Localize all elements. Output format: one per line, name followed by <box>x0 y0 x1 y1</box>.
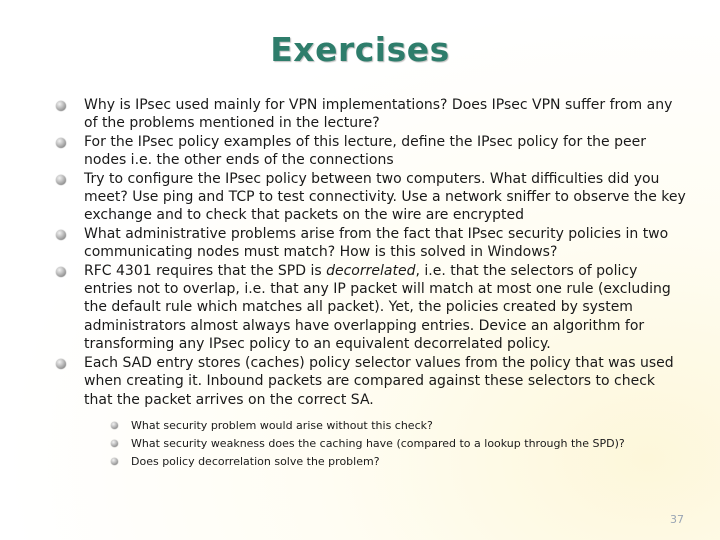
page-number: 37 <box>670 513 684 526</box>
bullet-text: What administrative problems arise from the fact that IPsec security policies in two communicating nodes must match? How is this solved in Windows? <box>84 225 669 261</box>
bullet-item <box>56 133 686 170</box>
sub-bullet-list <box>84 417 686 471</box>
bullet-text: For the IPsec policy examples of this lecture, define the IPsec policy for the peer nodes i.e. the other ends of the connections <box>84 133 646 169</box>
bullet-item <box>56 170 686 225</box>
bullet-text: Try to configure the IPsec policy between two computers. What difficulties did you meet? Use ping and TCP to test connectivity. Use a network sniffer to observe the key exchange and to check that packets on the wire are encrypted <box>84 170 686 224</box>
bullet-item <box>56 225 686 262</box>
bullet-text: Why is IPsec used mainly for VPN implementations? Does IPsec VPN suffer from any of the problems mentioned in the lecture? <box>84 97 673 132</box>
bullet-list <box>56 96 686 471</box>
sub-bullet-dot-icon <box>111 422 118 429</box>
bullet-item <box>56 262 686 354</box>
sub-bullet-item <box>109 453 686 471</box>
bullet-emphasis: decorrelated <box>326 262 416 279</box>
sub-bullet-dot-icon <box>111 458 118 465</box>
bullet-dot-icon <box>56 359 66 369</box>
bullet-dot-icon <box>56 138 66 148</box>
sub-bullet-text: Does policy decorrelation solve the problem? <box>131 454 380 468</box>
bullet-dot-icon <box>56 230 66 240</box>
sub-bullet-item <box>109 435 686 453</box>
slide-title: Exercises <box>270 30 450 69</box>
bullet-dot-icon <box>56 101 66 111</box>
sub-bullet-dot-icon <box>111 440 118 447</box>
bullet-item <box>56 96 686 133</box>
bullet-text-after: , i.e. that the selectors of policy entries not to overlap, i.e. that any IP packet will match at most one rule (excluding the default rule which matches all packet). Yet, the policies created by system administrators almost always have overlapping entries. Device an algorithm for transforming any IPsec policy to an equivalent decorrelated policy. <box>84 262 671 353</box>
sub-bullet-item <box>109 417 686 435</box>
bullet-text-before: RFC 4301 requires that the SPD is <box>84 262 327 279</box>
sub-bullet-text: What security weakness does the caching have (compared to a lookup through the SPD)? <box>131 436 625 450</box>
bullet-dot-icon <box>56 175 66 185</box>
bullet-item <box>56 354 686 471</box>
bullet-text: Each SAD entry stores (caches) policy selector values from the policy that was used when creating it. Inbound packets are compared against these selectors to check that the packet arrives on the correct SA. <box>84 354 674 408</box>
bullet-dot-icon <box>56 267 66 277</box>
sub-bullet-text: What security problem would arise without this check? <box>131 418 433 432</box>
